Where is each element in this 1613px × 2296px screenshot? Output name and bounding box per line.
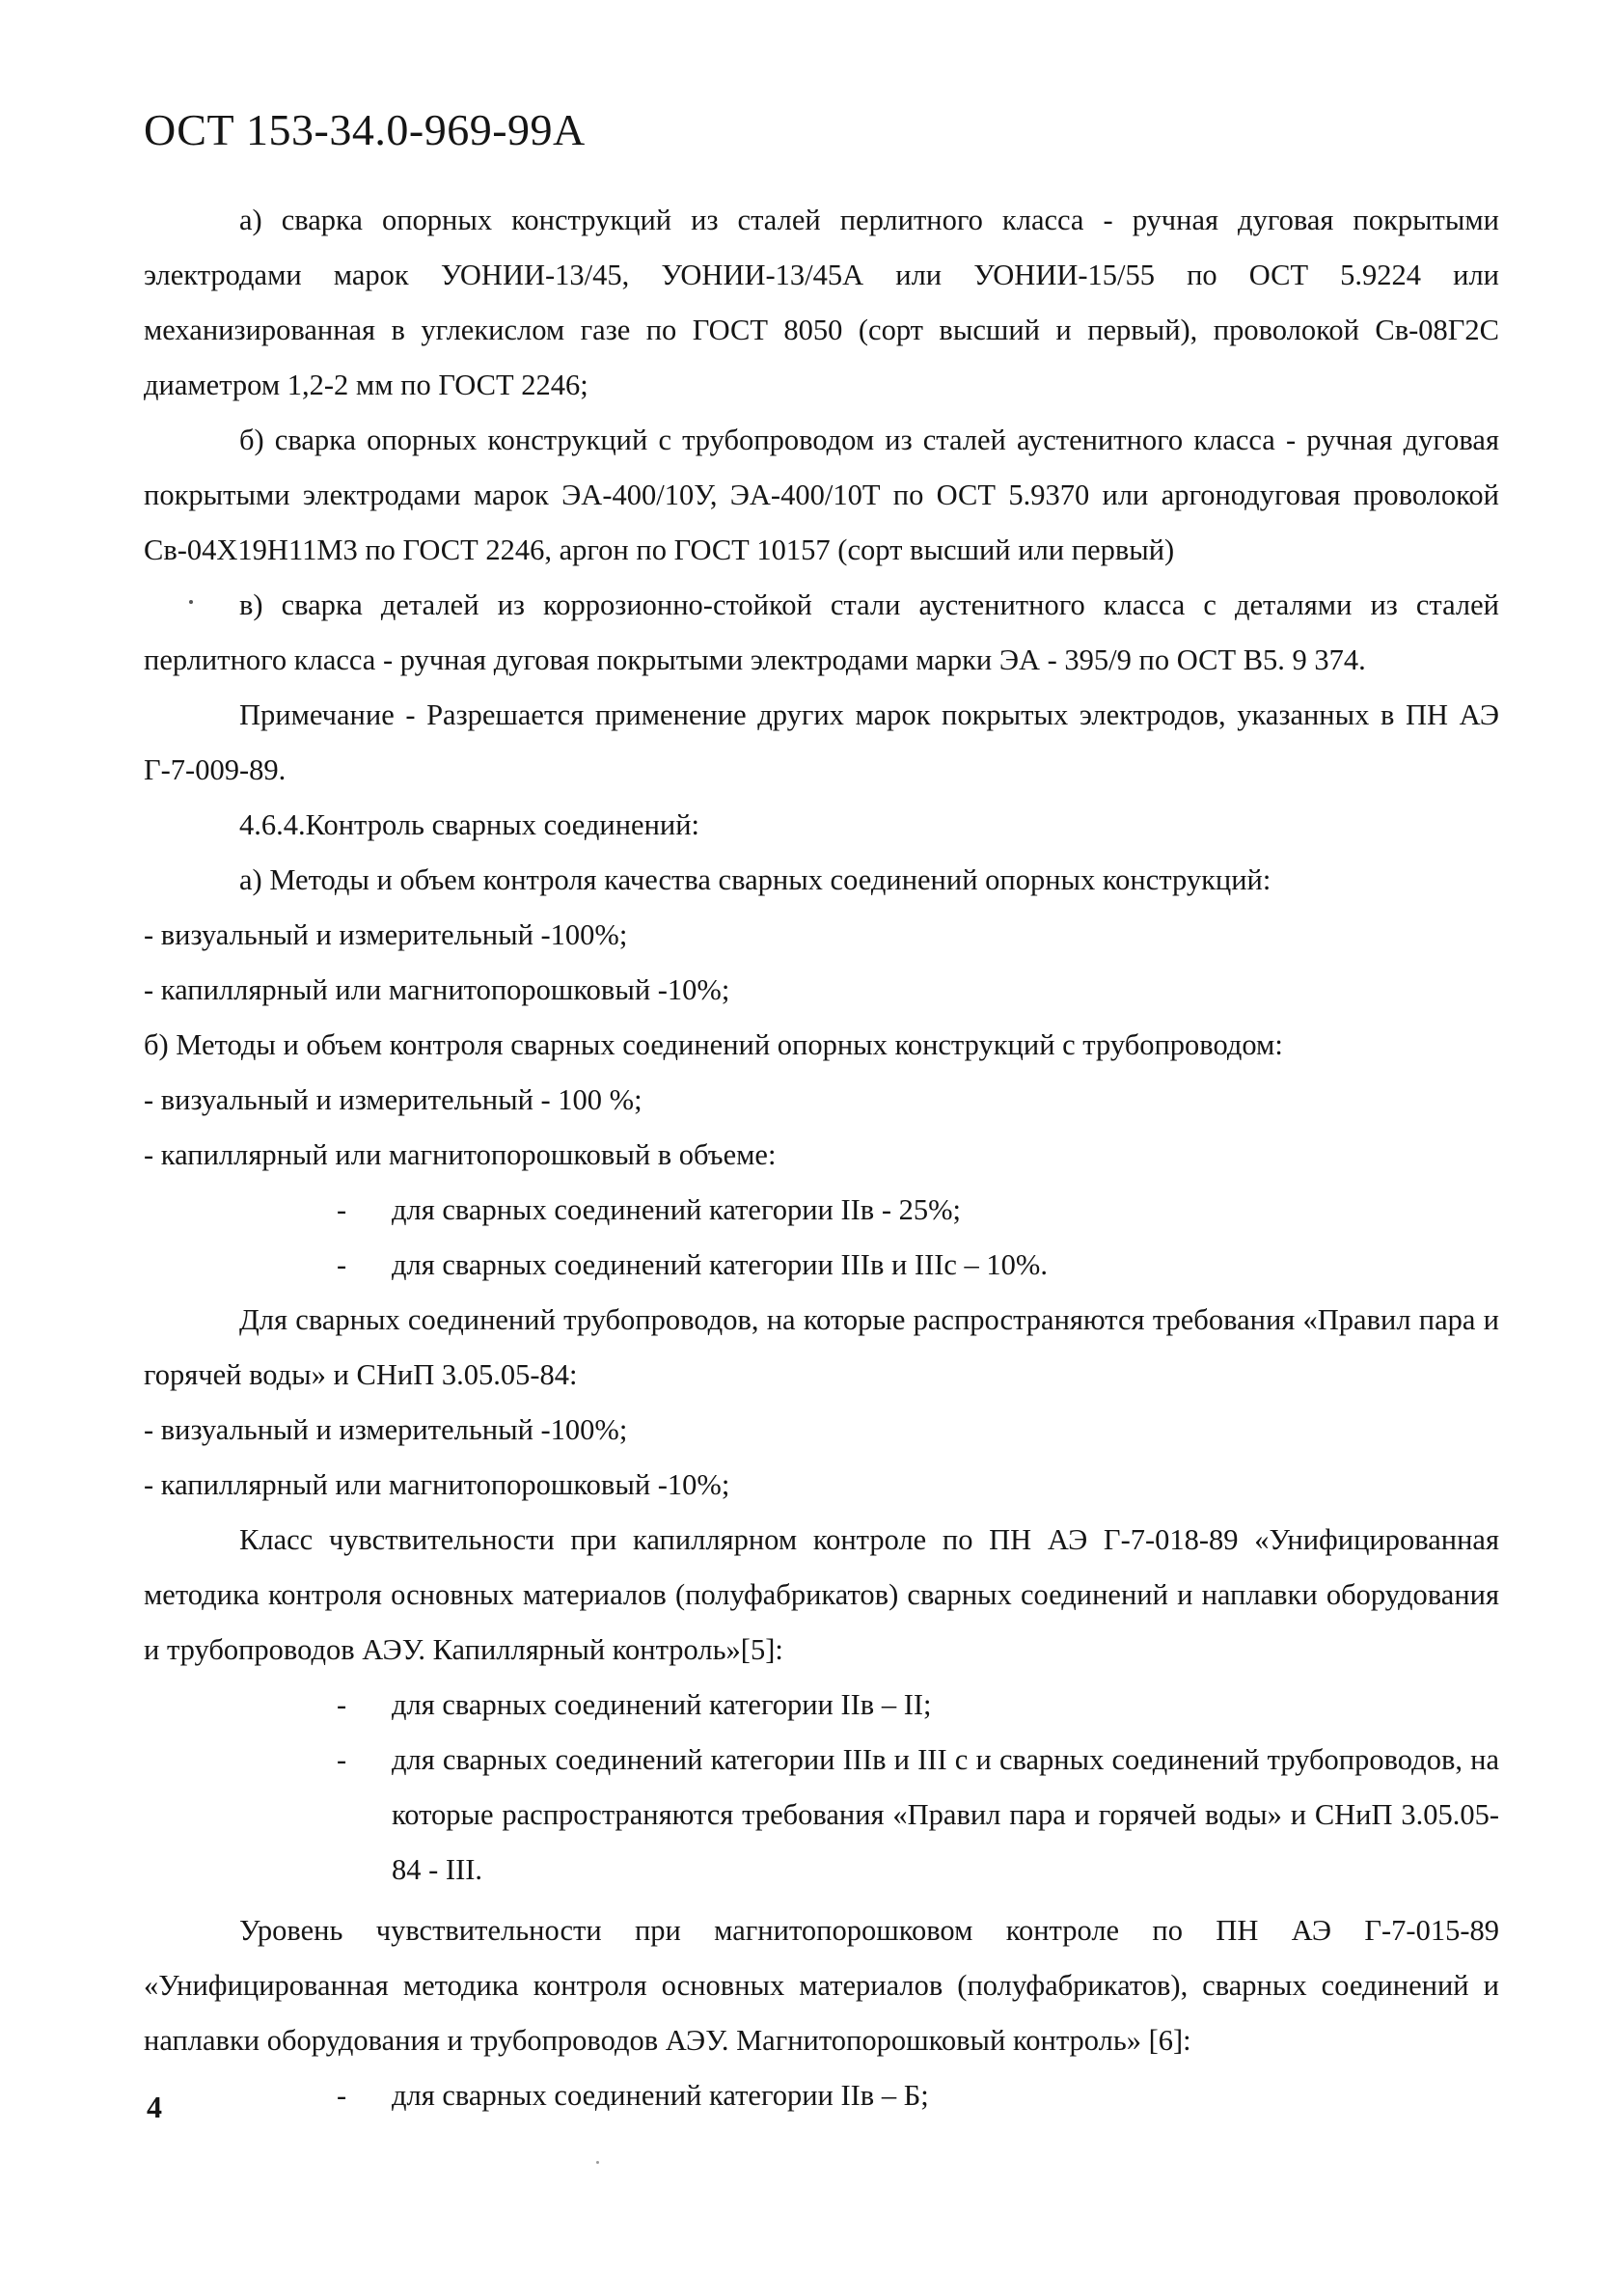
dash-bullet: - bbox=[337, 2079, 347, 2112]
paragraph-sensitivity-class: Класс чувствительности при капиллярном контроле по ПН АЭ Г-7-018-89 «Унифицированная методика контроля основных материалов (полуфабрикатов) сварных соединений и наплавки оборудования и трубопроводов АЭУ. Капиллярный контроль»[5]: bbox=[144, 1523, 1499, 1666]
document-body bbox=[144, 193, 1499, 2123]
scan-speck bbox=[189, 600, 193, 604]
sub-list-item bbox=[144, 1238, 1499, 1293]
list-item-capillary-volume: - капиллярный или магнитопорошковый в объеме: bbox=[144, 1138, 777, 1171]
paragraph-welding-corrosion-resistant: в) сварка деталей из коррозионно-стойкой стали аустенитного класса с деталями из сталей перлитного класса - ручная дуговая покрытыми электродами марки ЭА - 395/9 по ОСТ В5. 9 374. bbox=[144, 588, 1499, 676]
dash-bullet: - bbox=[337, 1193, 347, 1226]
dash-bullet: - bbox=[337, 1743, 347, 1776]
subheading-b-methods: б) Методы и объем контроля сварных соединений опорных конструкций с трубопроводом: bbox=[144, 1028, 1283, 1061]
sub-list-item bbox=[144, 1678, 1499, 1733]
list-item-visual: - визуальный и измерительный -100%; bbox=[144, 918, 628, 951]
subheading-a-methods: а) Методы и объем контроля качества сварных соединений опорных конструкций: bbox=[239, 863, 1271, 896]
sub-list-item bbox=[144, 1733, 1499, 1898]
paragraph-welding-pearlitic: а) сварка опорных конструкций из сталей перлитного класса - ручная дуговая покрытыми электродами марок УОНИИ-13/45, УОНИИ-13/45А или УОНИИ-15/55 по ОСТ 5.9224 или механизированная в углекислом газе по ГОСТ 8050 (сорт высший и первый), проволокой Св-08Г2С диаметром 1,2-2 мм по ГОСТ 2246; bbox=[144, 204, 1499, 401]
paragraph-sensitivity-level: Уровень чувствительности при магнитопорошковом контроле по ПН АЭ Г-7-015-89 «Унифицированная методика контроля основных материалов (полуфабрикатов), сварных соединений и наплавки оборудования и трубопроводов АЭУ. Магнитопорошковый контроль» [6]: bbox=[144, 1914, 1499, 2057]
sub-list-item-text: для сварных соединений категории IIв - 25%; bbox=[392, 1193, 961, 1226]
sub-list-item bbox=[144, 2068, 1499, 2123]
note-paragraph: Примечание - Разрешается применение других марок покрытых электродов, указанных в ПН АЭ Г-7-009-89. bbox=[144, 698, 1499, 786]
dash-bullet: - bbox=[337, 1688, 347, 1721]
page-number: 4 bbox=[147, 2090, 162, 2124]
dash-bullet: - bbox=[337, 1248, 347, 1281]
list-item-capillary: - капиллярный или магнитопорошковый -10%; bbox=[144, 1468, 730, 1501]
sub-list-item-text: для сварных соединений категории IIIв и III с и сварных соединений трубопроводов, на которые распространяются требования «Правил пара и горячей воды» и СНиП 3.05.05-84 - III. bbox=[392, 1743, 1499, 1886]
list-item-visual: - визуальный и измерительный -100%; bbox=[144, 1413, 628, 1446]
list-item-visual: - визуальный и измерительный - 100 %; bbox=[144, 1083, 642, 1116]
list-item-capillary: - капиллярный или магнитопорошковый -10%; bbox=[144, 973, 730, 1006]
sub-list-item-text: для сварных соединений категории IIIв и IIIс – 10%. bbox=[392, 1248, 1048, 1281]
sub-list-item-text: для сварных соединений категории IIв – Б; bbox=[392, 2079, 929, 2112]
sub-list-item-text: для сварных соединений категории IIв – II; bbox=[392, 1688, 932, 1721]
paragraph-welding-austenitic: б) сварка опорных конструкций с трубопроводом из сталей аустенитного класса - ручная дуговая покрытыми электродами марок ЭА-400/10У, ЭА-400/10Т по ОСТ 5.9370 или аргонодуговая проволокой Св-04Х19Н11М3 по ГОСТ 2246, аргон по ГОСТ 10157 (сорт высший или первый) bbox=[144, 424, 1499, 566]
paragraph-pipelines: Для сварных соединений трубопроводов, на которые распространяются требования «Правил пара и горячей воды» и СНиП 3.05.05-84: bbox=[144, 1303, 1499, 1391]
document-header-code: ОСТ 153-34.0-969-99А bbox=[144, 105, 586, 154]
scan-speck bbox=[596, 2161, 599, 2164]
sub-list-item bbox=[144, 1183, 1499, 1238]
section-heading-4-6-4: 4.6.4.Контроль сварных соединений: bbox=[239, 808, 700, 841]
